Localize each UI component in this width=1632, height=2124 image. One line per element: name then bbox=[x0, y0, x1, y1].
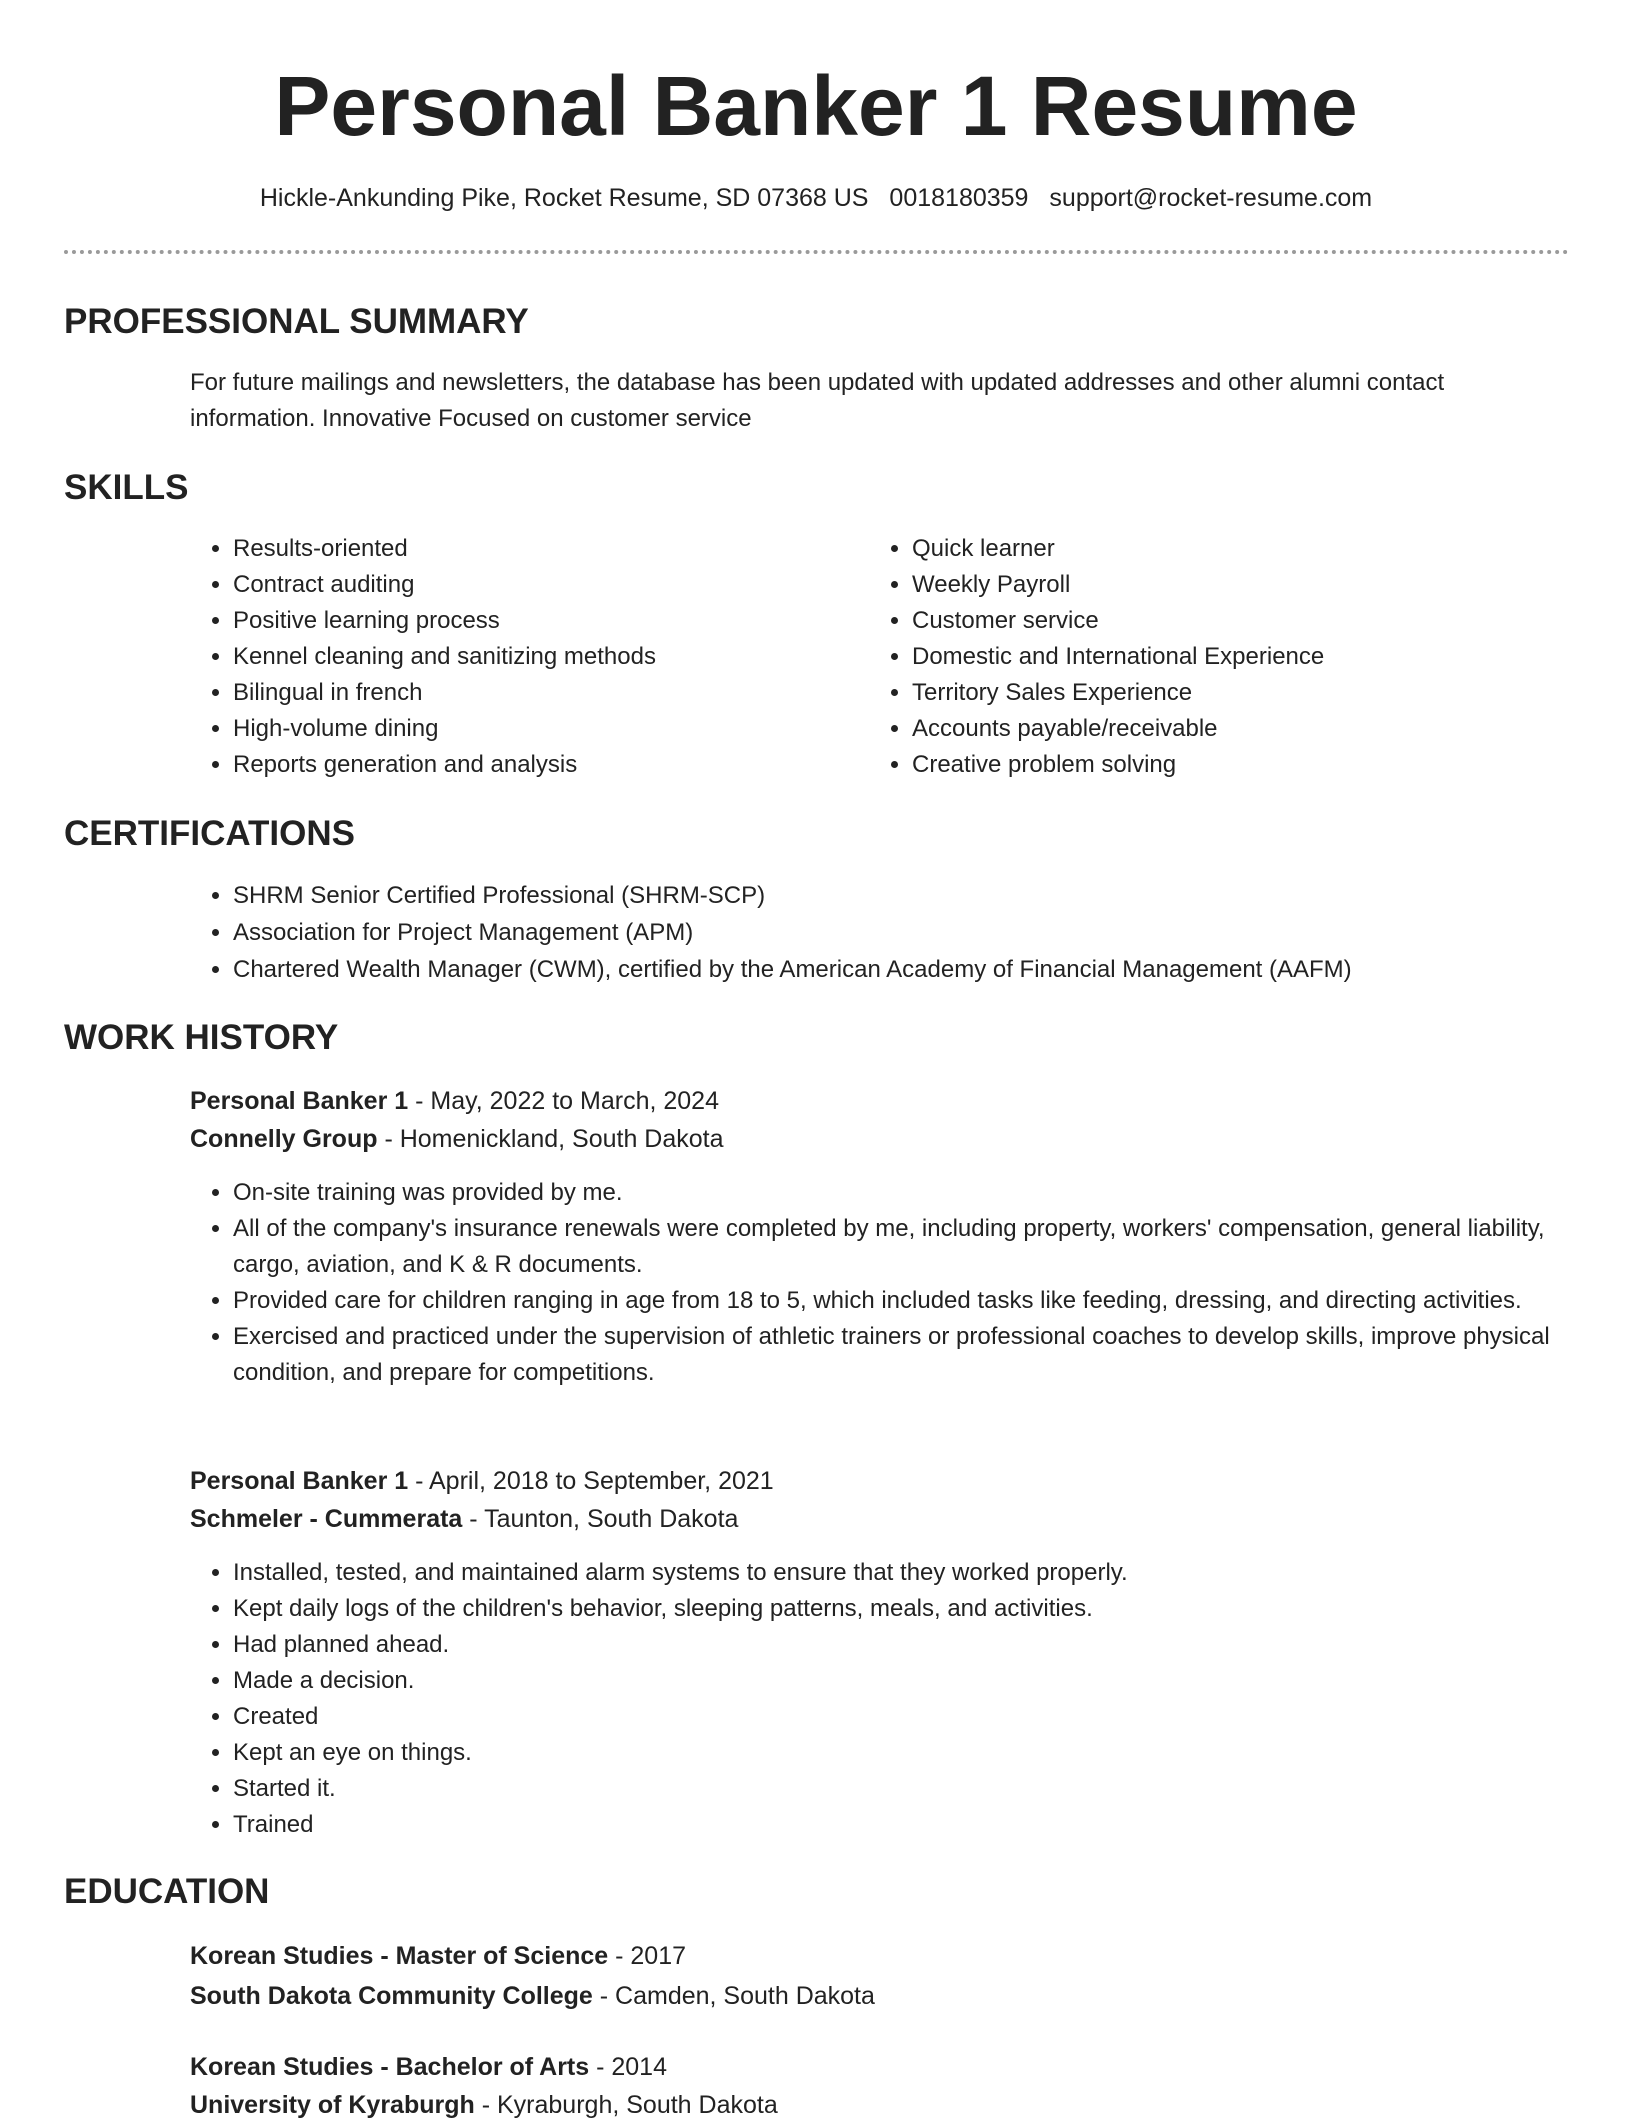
job-company-line bbox=[190, 1120, 724, 1158]
job-bullet: • Installed, tested, and maintained alarm systems to ensure that they worked properly. bbox=[233, 1555, 1573, 1591]
education-degree-line bbox=[190, 2048, 667, 2086]
education-year: - 2014 bbox=[589, 2053, 667, 2081]
skill-item: • Bilingual in french bbox=[233, 675, 853, 711]
skill-item: • Domestic and International Experience bbox=[912, 639, 1532, 675]
summary-heading: PROFESSIONAL SUMMARY bbox=[64, 302, 529, 341]
skills-list-right bbox=[869, 531, 1532, 783]
job-dates: - May, 2022 to March, 2024 bbox=[408, 1087, 719, 1115]
education-degree-line bbox=[190, 1937, 686, 1975]
job-bullet: • Started it. bbox=[233, 1771, 1573, 1807]
skill-item: • Results-oriented bbox=[233, 531, 853, 567]
skill-item: • Creative problem solving bbox=[912, 747, 1532, 783]
job-bullet: • Trained bbox=[233, 1807, 1573, 1843]
skill-item: • Reports generation and analysis bbox=[233, 747, 853, 783]
education-location: - Camden, South Dakota bbox=[592, 1982, 875, 2010]
job-title: Personal Banker 1 bbox=[190, 1467, 409, 1495]
job-location: - Taunton, South Dakota bbox=[462, 1505, 739, 1533]
skill-item: • Weekly Payroll bbox=[912, 567, 1532, 603]
job-bullet: • Kept an eye on things. bbox=[233, 1735, 1573, 1771]
skill-item: • Quick learner bbox=[912, 531, 1532, 567]
contact-email: support@rocket-resume.com bbox=[1049, 184, 1373, 212]
skill-item: • Accounts payable/receivable bbox=[912, 711, 1532, 747]
certifications-heading: CERTIFICATIONS bbox=[64, 814, 356, 853]
skill-item: • Kennel cleaning and sanitizing methods bbox=[233, 639, 853, 675]
education-school-line bbox=[190, 1977, 875, 2015]
job-bullet: • Kept daily logs of the children's behavior, sleeping patterns, meals, and activities. bbox=[233, 1591, 1573, 1627]
skill-item: • Positive learning process bbox=[233, 603, 853, 639]
work-history-heading: WORK HISTORY bbox=[64, 1018, 339, 1057]
skill-item: • Contract auditing bbox=[233, 567, 853, 603]
certification-item: • SHRM Senior Certified Professional (SHRM-SCP) bbox=[233, 877, 1613, 914]
skills-heading: SKILLS bbox=[64, 468, 189, 507]
header-divider bbox=[64, 250, 1569, 254]
summary-text: For future mailings and newsletters, the database has been updated with updated addresses and other alumni contact information. Innovative Focused on customer service bbox=[190, 369, 1445, 432]
job-location: - Homenickland, South Dakota bbox=[377, 1125, 724, 1153]
education-school-line bbox=[190, 2086, 778, 2124]
job-company: Schmeler - Cummerata bbox=[190, 1505, 463, 1533]
contact-phone: 0018180359 bbox=[889, 184, 1029, 212]
certifications-list bbox=[190, 877, 1613, 988]
job-bullet: • Exercised and practiced under the supervision of athletic trainers or professional coaches to develop skills, improve physical condition, and prepare for competitions. bbox=[233, 1319, 1573, 1391]
skill-item: • High-volume dining bbox=[233, 711, 853, 747]
certification-item: • Association for Project Management (APM) bbox=[233, 914, 1613, 951]
job-company-line bbox=[190, 1500, 738, 1538]
education-location: - Kyraburgh, South Dakota bbox=[474, 2091, 778, 2119]
job-company: Connelly Group bbox=[190, 1125, 378, 1153]
job-title: Personal Banker 1 bbox=[190, 1087, 409, 1115]
job-title-line bbox=[190, 1462, 774, 1500]
education-degree: Korean Studies - Master of Science bbox=[190, 1942, 609, 1970]
job-bullet: • Had planned ahead. bbox=[233, 1627, 1573, 1663]
education-degree: Korean Studies - Bachelor of Arts bbox=[190, 2053, 590, 2081]
job-bullet: • All of the company's insurance renewals were completed by me, including property, workers' compensation, general liability, cargo, aviation, and K & R documents. bbox=[233, 1211, 1573, 1283]
job-dates: - April, 2018 to September, 2021 bbox=[408, 1467, 774, 1495]
certification-item: • Chartered Wealth Manager (CWM), certified by the American Academy of Financial Management (AAFM) bbox=[233, 951, 1613, 988]
job-bullet: • Provided care for children ranging in age from 18 to 5, which included tasks like feeding, dressing, and directing activities. bbox=[233, 1283, 1573, 1319]
skills-list-left bbox=[190, 531, 853, 783]
education-year: - 2017 bbox=[608, 1942, 687, 1970]
resume-title: Personal Banker 1 Resume bbox=[274, 59, 1358, 153]
job-bullet: • Made a decision. bbox=[233, 1663, 1573, 1699]
education-heading: EDUCATION bbox=[64, 1872, 270, 1911]
skill-item: • Customer service bbox=[912, 603, 1532, 639]
job-title-line bbox=[190, 1082, 719, 1120]
education-school: University of Kyraburgh bbox=[190, 2091, 475, 2119]
job-bullets bbox=[190, 1175, 1573, 1391]
education-school: South Dakota Community College bbox=[190, 1982, 593, 2010]
skill-item: • Territory Sales Experience bbox=[912, 675, 1532, 711]
job-bullets bbox=[190, 1555, 1573, 1843]
contact-address: Hickle-Ankunding Pike, Rocket Resume, SD 07368 US bbox=[259, 184, 869, 212]
job-bullet: • Created bbox=[233, 1699, 1573, 1735]
job-bullet: • On-site training was provided by me. bbox=[233, 1175, 1573, 1211]
contact-line bbox=[0, 180, 1632, 216]
